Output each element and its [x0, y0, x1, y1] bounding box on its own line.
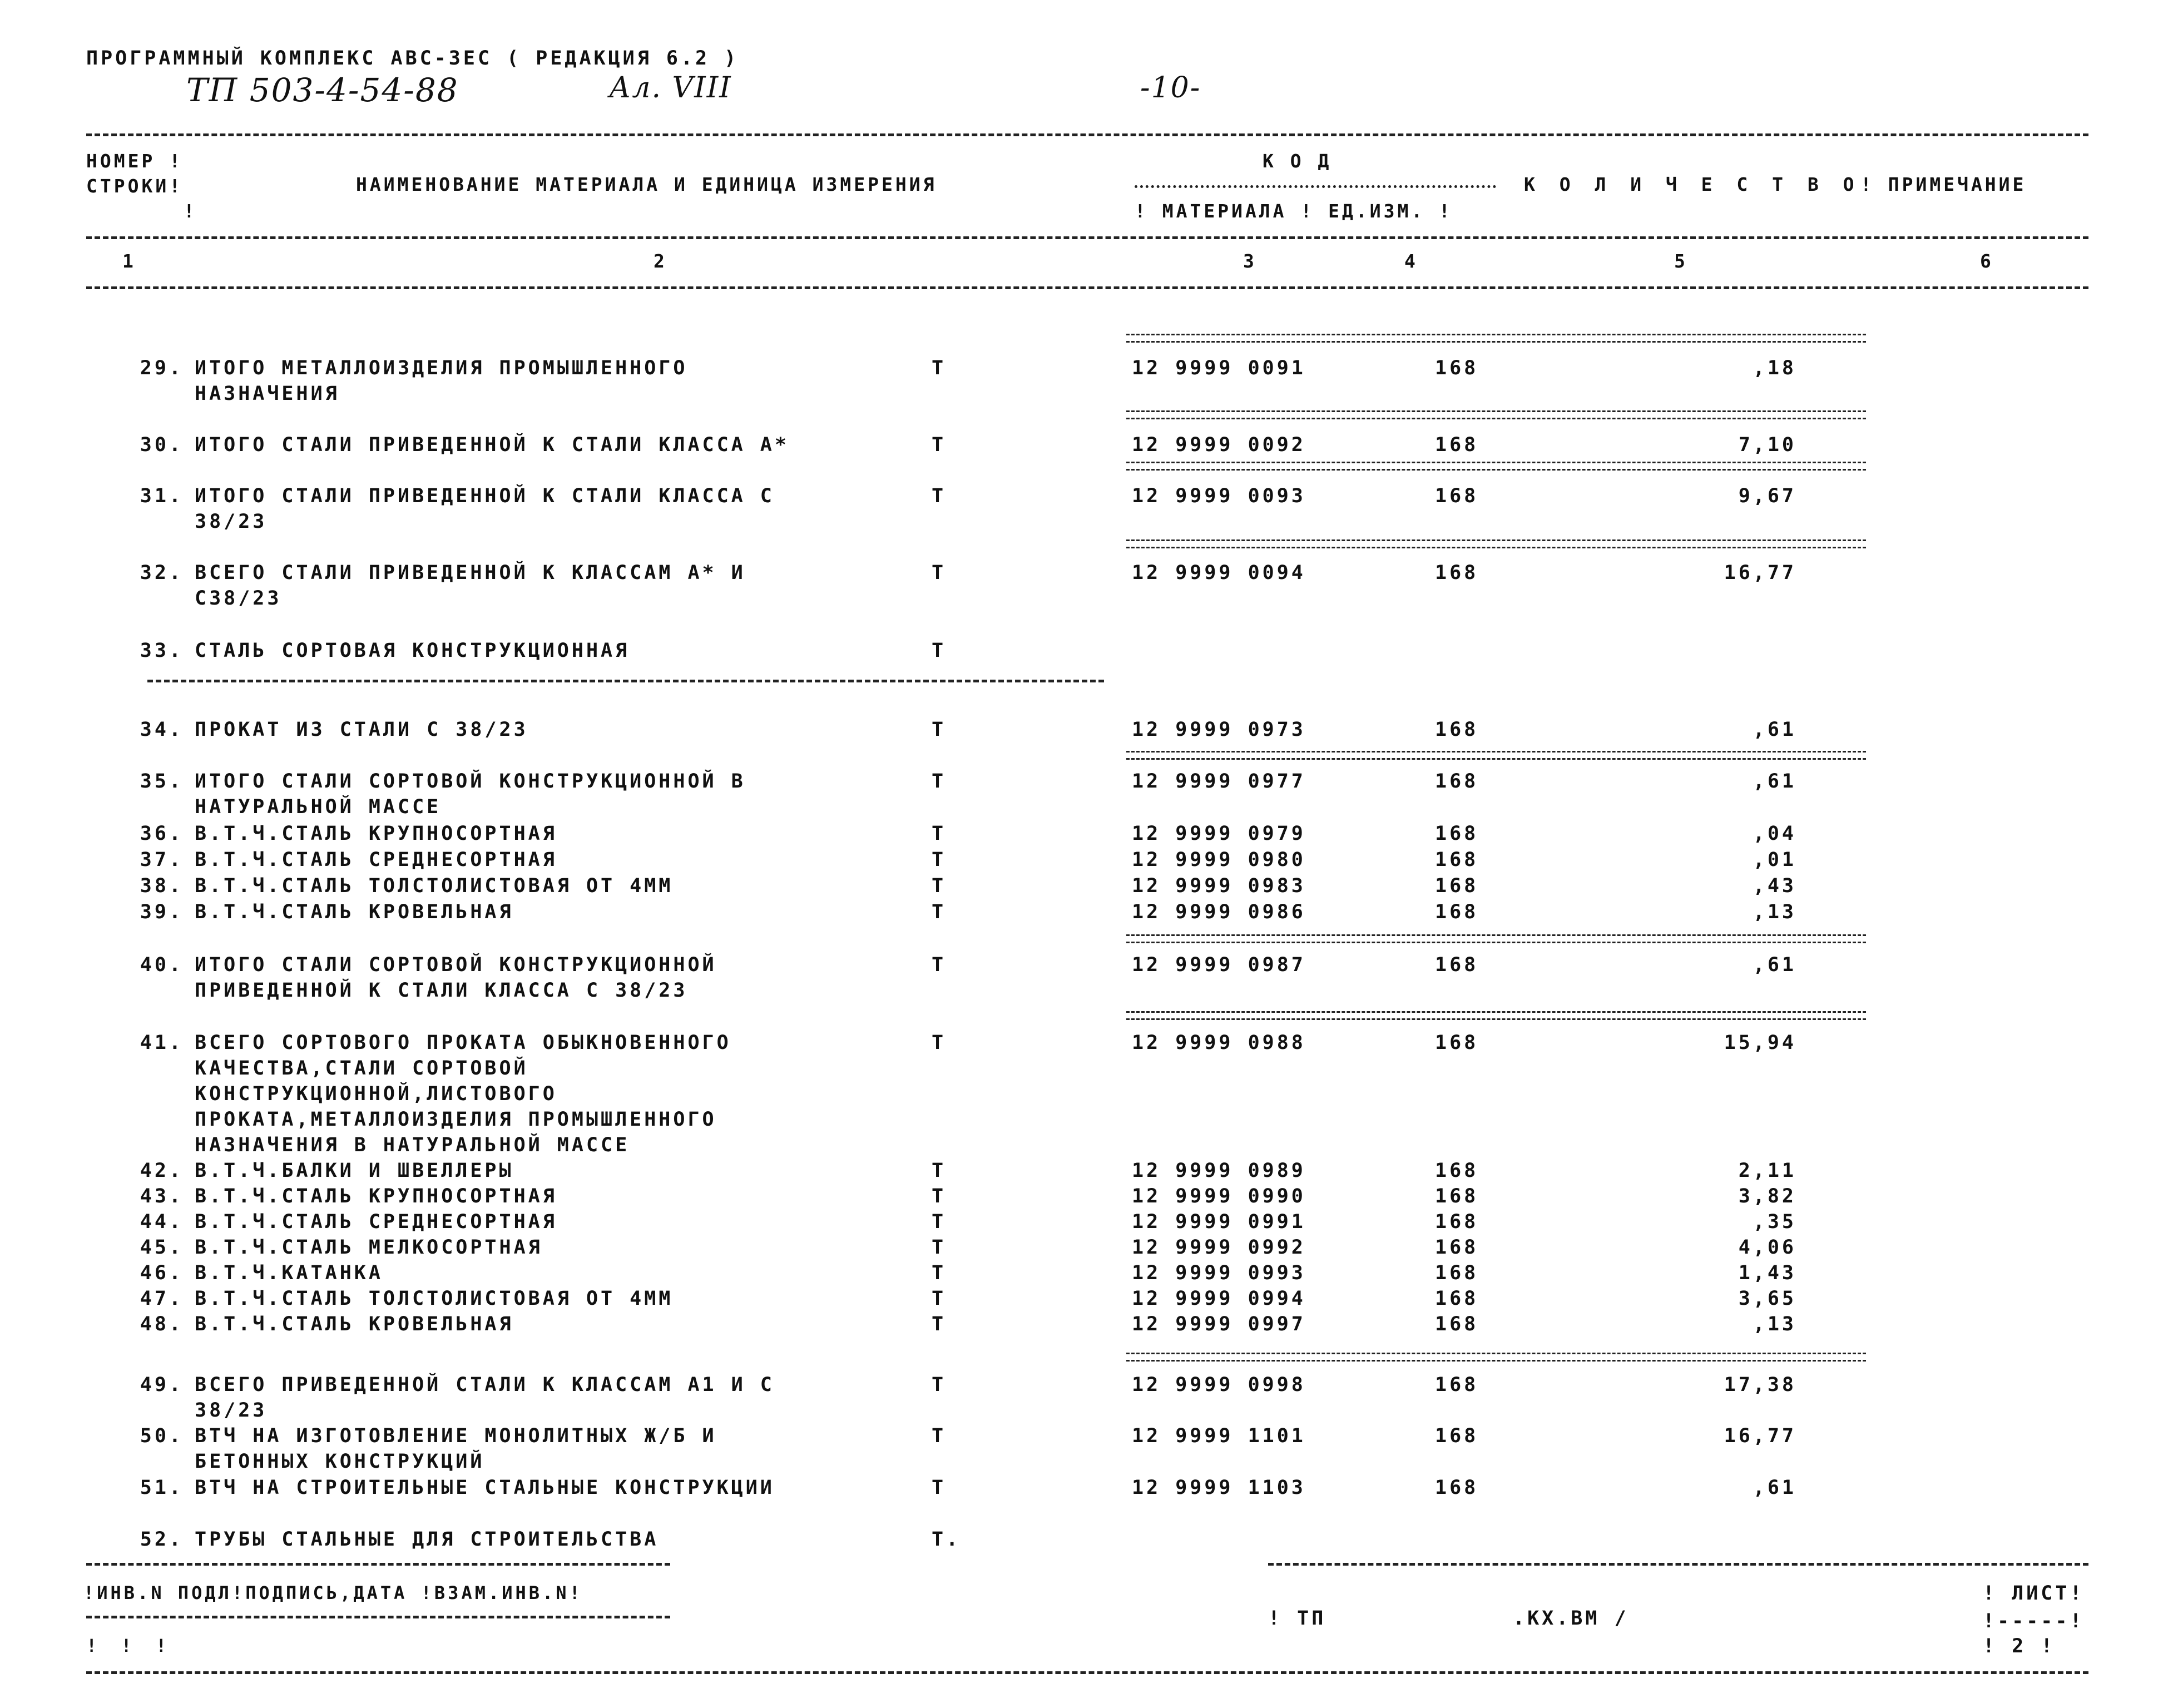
row-number: 51.	[140, 1477, 184, 1499]
row-quantity: ,13	[1753, 1313, 1796, 1335]
row-code: 12 9999 0990	[1132, 1185, 1306, 1207]
row-name: В.Т.Ч.СТАЛЬ КРОВЕЛЬНАЯ	[195, 1313, 514, 1335]
title-block-tp: ! ТП	[1268, 1607, 1326, 1630]
table-row	[0, 849, 2168, 877]
row-unit: Т	[932, 434, 947, 456]
row-number: 36.	[140, 823, 184, 845]
row-name-continuation: НАТУРАЛЬНОЙ МАССЕ	[195, 796, 442, 818]
col-number-5: 5	[1674, 250, 1688, 272]
col1-header-line2: СТРОКИ!	[86, 175, 184, 197]
table-row	[0, 875, 2168, 903]
album-label: Ал. VIII	[609, 71, 732, 105]
row-quantity: 15,94	[1724, 1032, 1796, 1054]
row-quantity: ,43	[1753, 875, 1796, 897]
row-unit: Т	[932, 823, 947, 845]
table-row	[0, 823, 2168, 850]
row-code: 12 9999 0979	[1132, 823, 1306, 845]
row-unit-code: 168	[1435, 1032, 1479, 1054]
col-number-6: 6	[1980, 250, 1994, 272]
stamp-mid-rule	[86, 1616, 670, 1618]
row-number: 30.	[140, 434, 184, 456]
row-quantity: 3,65	[1738, 1288, 1796, 1310]
row-unit-code: 168	[1435, 1211, 1479, 1233]
row-unit: Т	[932, 1374, 947, 1396]
row-unit-code: 168	[1435, 357, 1479, 379]
row-unit: Т	[932, 1313, 947, 1335]
row-unit: Т	[932, 849, 947, 871]
col-number-4: 4	[1404, 250, 1418, 272]
sheet-separator: !-----!	[1983, 1610, 2085, 1632]
row-code: 12 9999 0092	[1132, 434, 1306, 456]
row-code: 12 9999 0994	[1132, 1288, 1306, 1310]
row-quantity: ,01	[1753, 849, 1796, 871]
row-name-continuation: 38/23	[195, 511, 268, 533]
row-name: В.Т.Ч.БАЛКИ И ШВЕЛЛЕРЫ	[195, 1160, 514, 1182]
table-row	[0, 1032, 2168, 1060]
row-code: 12 9999 0986	[1132, 901, 1306, 923]
row-code: 12 9999 0980	[1132, 849, 1306, 871]
header-mid-rule	[86, 236, 2088, 239]
row-name: ТРУБЫ СТАЛЬНЫЕ ДЛЯ СТРОИТЕЛЬСТВА	[195, 1528, 659, 1551]
row-code: 12 9999 0977	[1132, 770, 1306, 793]
row-unit: Т	[932, 1236, 947, 1259]
row-code: 12 9999 0998	[1132, 1374, 1306, 1396]
row-number: 47.	[140, 1288, 184, 1310]
row-code: 12 9999 0997	[1132, 1313, 1306, 1335]
table-row	[0, 1425, 2168, 1453]
row-number: 37.	[140, 849, 184, 871]
row-name-continuation: С38/23	[195, 587, 282, 610]
page-bottom-rule	[86, 1671, 2088, 1674]
row-number: 38.	[140, 875, 184, 897]
row-quantity: ,35	[1753, 1211, 1796, 1233]
table-row	[0, 485, 2168, 513]
row-name: ИТОГО СТАЛИ СОРТОВОЙ КОНСТРУКЦИОННОЙ	[195, 954, 717, 976]
row-code: 12 9999 0992	[1132, 1236, 1306, 1259]
row-unit: Т	[932, 1211, 947, 1233]
table-row	[0, 1262, 2168, 1290]
table-row	[0, 1236, 2168, 1264]
row-unit: Т	[932, 562, 947, 584]
row-name: ИТОГО СТАЛИ ПРИВЕДЕННОЙ К СТАЛИ КЛАССА С	[195, 485, 775, 507]
table-row	[0, 434, 2168, 462]
table-row	[0, 562, 2168, 590]
table-row	[0, 1211, 2168, 1239]
row-code: 12 9999 0989	[1132, 1160, 1306, 1182]
row-unit-code: 168	[1435, 434, 1479, 456]
row-code: 12 9999 0094	[1132, 562, 1306, 584]
total-separator	[1126, 1353, 1866, 1362]
row-unit-code: 168	[1435, 1477, 1479, 1499]
table-row	[0, 1477, 2168, 1504]
row-name: В.Т.Ч.СТАЛЬ КРОВЕЛЬНАЯ	[195, 901, 514, 923]
project-code: ТП 503-4-54-88	[186, 71, 459, 109]
row-quantity: 16,77	[1724, 1425, 1796, 1447]
row-number: 42.	[140, 1160, 184, 1182]
row-code: 12 9999 0093	[1132, 485, 1306, 507]
row-number: 52.	[140, 1528, 184, 1551]
row-number: 48.	[140, 1313, 184, 1335]
row-unit-code: 168	[1435, 770, 1479, 793]
table-row	[0, 719, 2168, 746]
row-unit: Т	[932, 1032, 947, 1054]
row-name-continuation: НАЗНАЧЕНИЯ	[195, 383, 340, 405]
row-name: В.Т.Ч.СТАЛЬ СРЕДНЕСОРТНАЯ	[195, 1211, 557, 1233]
row-name: ВСЕГО СОРТОВОГО ПРОКАТА ОБЫКНОВЕННОГО	[195, 1032, 731, 1054]
table-row	[0, 640, 2168, 667]
row-quantity: 9,67	[1738, 485, 1796, 507]
row-unit: Т	[932, 1288, 947, 1310]
row-number: 44.	[140, 1211, 184, 1233]
total-separator	[1126, 1011, 1866, 1020]
row-number: 29.	[140, 357, 184, 379]
row-name: ВСЕГО СТАЛИ ПРИВЕДЕННОЙ К КЛАССАМ А* И	[195, 562, 746, 584]
row-unit-code: 168	[1435, 1185, 1479, 1207]
title-block-top-rule	[1268, 1563, 2088, 1566]
row-quantity: 4,06	[1738, 1236, 1796, 1259]
row-number: 46.	[140, 1262, 184, 1284]
row-number: 33.	[140, 640, 184, 662]
row-unit: Т	[932, 357, 947, 379]
row-unit: Т	[932, 1160, 947, 1182]
row-quantity: 3,82	[1738, 1185, 1796, 1207]
table-row	[0, 1374, 2168, 1402]
row-quantity: ,61	[1753, 1477, 1796, 1499]
code-group-header: К О Д	[1263, 150, 1332, 172]
row-name: В.Т.Ч.КАТАНКА	[195, 1262, 383, 1284]
row-unit-code: 168	[1435, 875, 1479, 897]
row-name: В.Т.Ч.СТАЛЬ КРУПНОСОРТНАЯ	[195, 823, 557, 845]
row-unit: Т	[932, 770, 947, 793]
row-unit: Т	[932, 1425, 947, 1447]
row-name: ИТОГО СТАЛИ СОРТОВОЙ КОНСТРУКЦИОННОЙ В	[195, 770, 746, 793]
table-row	[0, 901, 2168, 929]
row-number: 43.	[140, 1185, 184, 1207]
row-unit-code: 168	[1435, 901, 1479, 923]
table-row	[0, 1528, 2168, 1556]
row-number: 35.	[140, 770, 184, 793]
row-code: 12 9999 0991	[1132, 1211, 1306, 1233]
row-unit-code: 168	[1435, 719, 1479, 741]
col-number-1: 1	[122, 250, 136, 272]
header-top-rule	[86, 133, 2088, 136]
row-quantity: 17,38	[1724, 1374, 1796, 1396]
row-unit: Т	[932, 485, 947, 507]
title-block-code: .КХ.ВМ /	[1513, 1607, 1629, 1630]
row-unit-code: 168	[1435, 485, 1479, 507]
row-name: В.Т.Ч.СТАЛЬ СРЕДНЕСОРТНАЯ	[195, 849, 557, 871]
row-unit: Т	[932, 1262, 947, 1284]
sheet-number: ! 2 !	[1983, 1635, 2056, 1657]
row-unit: Т	[932, 875, 947, 897]
row-name-continuation: ПРОКАТА,МЕТАЛЛОИЗДЕЛИЯ ПРОМЫШЛЕННОГО	[195, 1108, 717, 1131]
row-unit: Т.	[932, 1528, 961, 1551]
row-name: ИТОГО МЕТАЛЛОИЗДЕЛИЯ ПРОМЫШЛЕННОГО	[195, 357, 688, 379]
row-code: 12 9999 1103	[1132, 1477, 1306, 1499]
row-code: 12 9999 1101	[1132, 1425, 1306, 1447]
note-header: ! ПРИМЕЧАНИЕ	[1860, 174, 2027, 195]
row-number: 40.	[140, 954, 184, 976]
row-unit-code: 168	[1435, 1374, 1479, 1396]
program-line: ПРОГРАММНЫЙ КОМПЛЕКС АВС-ЗЕС ( РЕДАКЦИЯ 6.2 )	[86, 47, 739, 70]
table-row	[0, 357, 2168, 385]
row-unit-code: 168	[1435, 1288, 1479, 1310]
total-separator	[1126, 751, 1866, 760]
stamp-empty-row: ! ! !	[86, 1635, 174, 1656]
section-underline	[147, 680, 1104, 682]
row-name-continuation: БЕТОННЫХ КОНСТРУКЦИЙ	[195, 1450, 485, 1473]
code-material-header: ! МАТЕРИАЛА ! ЕД.ИЗМ. !	[1135, 200, 1453, 222]
row-code: 12 9999 0983	[1132, 875, 1306, 897]
row-quantity: 16,77	[1724, 562, 1796, 584]
row-unit: Т	[932, 640, 947, 662]
row-name: В.Т.Ч.СТАЛЬ ТОЛСТОЛИСТОВАЯ ОТ 4ММ	[195, 875, 674, 897]
row-quantity: ,61	[1753, 719, 1796, 741]
table-row	[0, 954, 2168, 982]
table-row	[0, 1160, 2168, 1187]
row-number: 49.	[140, 1374, 184, 1396]
table-row	[0, 1288, 2168, 1315]
col1-header-line1: НОМЕР !	[86, 150, 184, 172]
row-quantity: ,61	[1753, 954, 1796, 976]
header-bottom-rule	[86, 286, 2088, 289]
total-separator	[1126, 334, 1866, 343]
row-name: ВСЕГО ПРИВЕДЕННОЙ СТАЛИ К КЛАССАМ А1 И С	[195, 1374, 775, 1396]
row-unit-code: 168	[1435, 1425, 1479, 1447]
row-name: ИТОГО СТАЛИ ПРИВЕДЕННОЙ К СТАЛИ КЛАССА А*	[195, 434, 789, 456]
row-number: 34.	[140, 719, 184, 741]
col-number-2: 2	[654, 250, 667, 272]
stamp-labels: !ИНВ.N ПОДЛ!ПОДПИСЬ,ДАТА !ВЗАМ.ИНВ.N!	[83, 1582, 583, 1603]
table-row	[0, 1185, 2168, 1213]
row-code: 12 9999 0993	[1132, 1262, 1306, 1284]
row-quantity: ,18	[1753, 357, 1796, 379]
row-name: ВТЧ НА ИЗГОТОВЛЕНИЕ МОНОЛИТНЫХ Ж/Б И	[195, 1425, 717, 1447]
row-unit-code: 168	[1435, 849, 1479, 871]
col2-header: НАИМЕНОВАНИЕ МАТЕРИАЛА И ЕДИНИЦА ИЗМЕРЕНИЯ	[356, 174, 937, 195]
row-number: 39.	[140, 901, 184, 923]
total-separator	[1126, 539, 1866, 548]
row-name-continuation: КОНСТРУКЦИОННОЙ,ЛИСТОВОГО	[195, 1083, 557, 1105]
row-number: 31.	[140, 485, 184, 507]
row-code: 12 9999 0988	[1132, 1032, 1306, 1054]
col1-header-line3: !	[184, 200, 197, 222]
stamp-top-rule	[86, 1563, 670, 1566]
row-code: 12 9999 0973	[1132, 719, 1306, 741]
row-unit-code: 168	[1435, 562, 1479, 584]
row-unit-code: 168	[1435, 1262, 1479, 1284]
row-name-continuation: НАЗНАЧЕНИЯ В НАТУРАЛЬНОЙ МАССЕ	[195, 1134, 630, 1156]
row-number: 41.	[140, 1032, 184, 1054]
row-quantity: 2,11	[1738, 1160, 1796, 1182]
row-name: В.Т.Ч.СТАЛЬ МЕЛКОСОРТНАЯ	[195, 1236, 543, 1259]
table-row	[0, 770, 2168, 798]
row-number: 45.	[140, 1236, 184, 1259]
row-unit: Т	[932, 1477, 947, 1499]
row-name: ВТЧ НА СТРОИТЕЛЬНЫЕ СТАЛЬНЫЕ КОНСТРУКЦИИ	[195, 1477, 775, 1499]
row-unit: Т	[932, 954, 947, 976]
row-name-continuation: ПРИВЕДЕННОЙ К СТАЛИ КЛАССА С 38/23	[195, 979, 688, 1002]
row-name: СТАЛЬ СОРТОВАЯ КОНСТРУКЦИОННАЯ	[195, 640, 630, 662]
row-number: 50.	[140, 1425, 184, 1447]
row-code: 12 9999 0091	[1132, 357, 1306, 379]
qty-header: К О Л И Ч Е С Т В О	[1524, 174, 1861, 195]
total-separator	[1126, 410, 1866, 419]
row-code: 12 9999 0987	[1132, 954, 1306, 976]
row-unit-code: 168	[1435, 823, 1479, 845]
total-separator	[1126, 462, 1866, 471]
row-name-continuation: 38/23	[195, 1399, 268, 1422]
row-name: В.Т.Ч.СТАЛЬ ТОЛСТОЛИСТОВАЯ ОТ 4ММ	[195, 1288, 674, 1310]
row-quantity: 7,10	[1738, 434, 1796, 456]
page-number: -10-	[1140, 71, 1201, 105]
sheet-label: ! ЛИСТ!	[1983, 1582, 2085, 1605]
row-unit: Т	[932, 1185, 947, 1207]
col-number-3: 3	[1243, 250, 1257, 272]
row-quantity: 1,43	[1738, 1262, 1796, 1284]
row-quantity: ,04	[1753, 823, 1796, 845]
row-unit-code: 168	[1435, 1313, 1479, 1335]
row-quantity: ,13	[1753, 901, 1796, 923]
row-unit: Т	[932, 719, 947, 741]
row-number: 32.	[140, 562, 184, 584]
table-row	[0, 1313, 2168, 1341]
row-name: В.Т.Ч.СТАЛЬ КРУПНОСОРТНАЯ	[195, 1185, 557, 1207]
code-subheader-rule	[1135, 185, 1496, 188]
total-separator	[1126, 934, 1866, 943]
row-unit-code: 168	[1435, 1236, 1479, 1259]
row-name: ПРОКАТ ИЗ СТАЛИ С 38/23	[195, 719, 528, 741]
row-name-continuation: КАЧЕСТВА,СТАЛИ СОРТОВОЙ	[195, 1057, 528, 1080]
row-unit-code: 168	[1435, 1160, 1479, 1182]
row-quantity: ,61	[1753, 770, 1796, 793]
row-unit-code: 168	[1435, 954, 1479, 976]
row-unit: Т	[932, 901, 947, 923]
